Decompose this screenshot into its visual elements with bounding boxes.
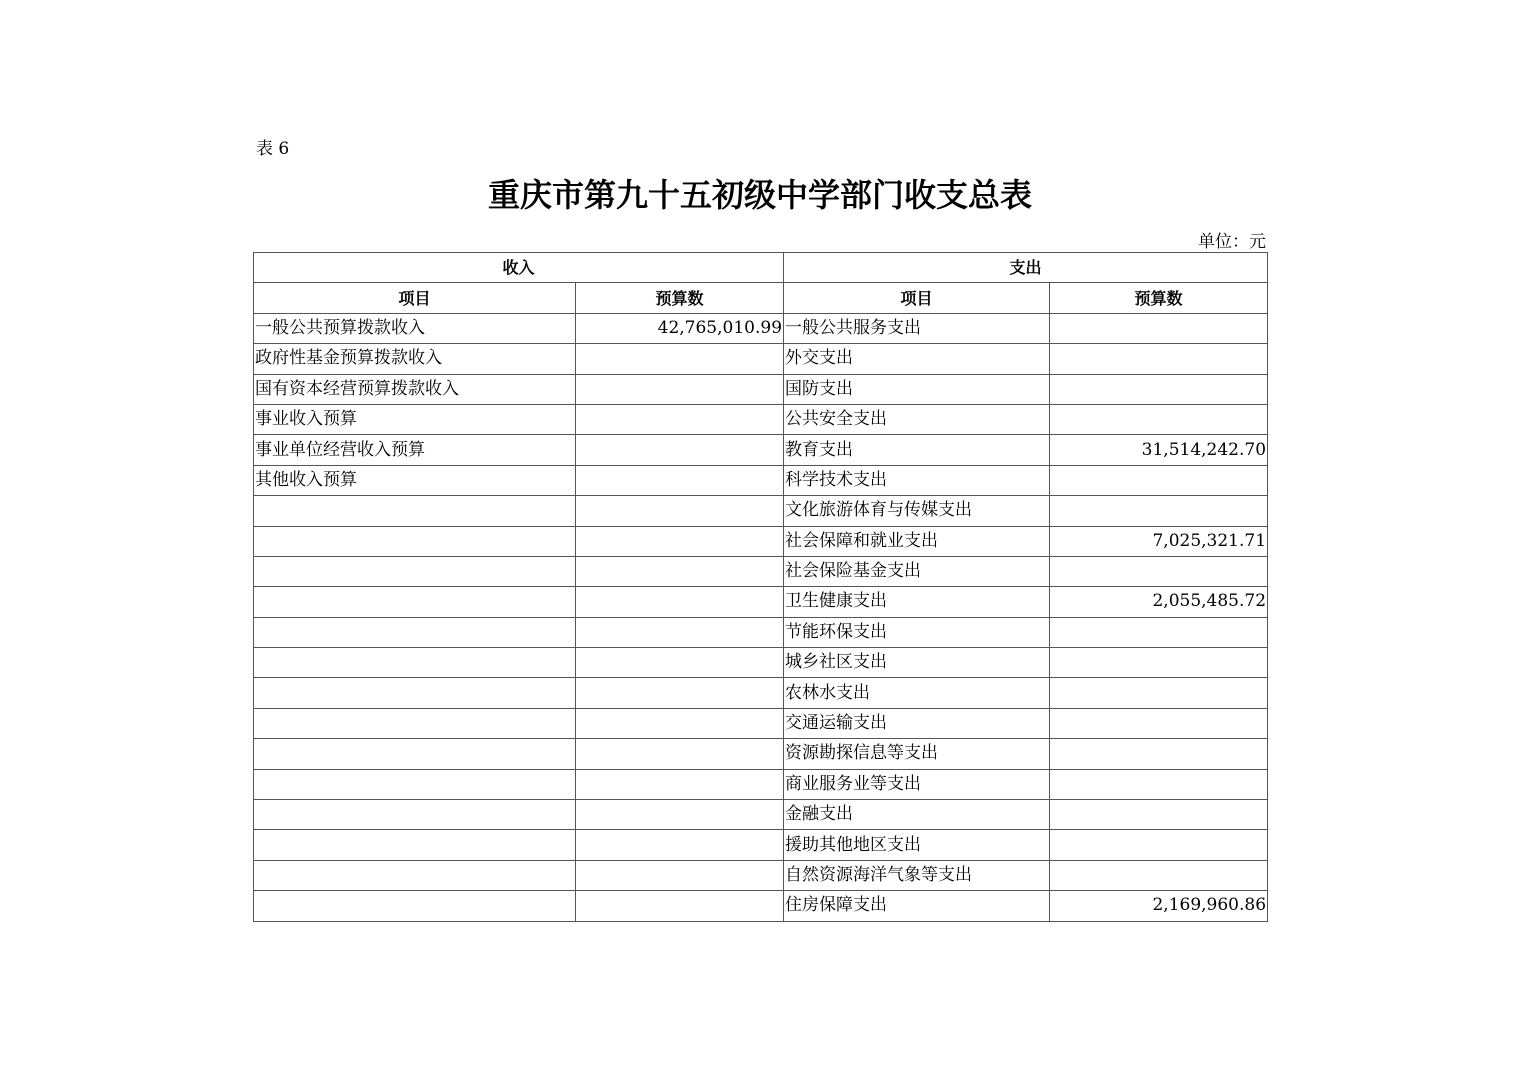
expense-item-cell: 公共安全支出	[784, 404, 1050, 434]
expense-item-cell: 社会保险基金支出	[784, 556, 1050, 586]
income-item-cell	[254, 830, 576, 860]
income-item-cell	[254, 678, 576, 708]
table-row	[254, 617, 1268, 647]
expense-amount-cell	[1050, 648, 1268, 678]
expense-item-cell: 科学技术支出	[784, 465, 1050, 495]
expense-section-header: 支出	[784, 253, 1268, 283]
table-row	[254, 404, 1268, 434]
income-amount-cell	[576, 739, 784, 769]
income-item-cell	[254, 800, 576, 830]
expense-item-cell: 援助其他地区支出	[784, 830, 1050, 860]
expense-amount-cell	[1050, 313, 1268, 343]
income-amount-cell	[576, 404, 784, 434]
expense-item-cell: 农林水支出	[784, 678, 1050, 708]
expense-amount-cell	[1050, 374, 1268, 404]
expense-item-cell: 教育支出	[784, 435, 1050, 465]
income-item-cell	[254, 708, 576, 738]
expense-item-cell: 国防支出	[784, 374, 1050, 404]
table-row	[254, 860, 1268, 890]
income-amount-cell	[576, 860, 784, 890]
income-amount-column-header: 预算数	[576, 283, 784, 313]
column-header-row	[254, 283, 1268, 313]
income-item-cell: 国有资本经营预算拨款收入	[254, 374, 576, 404]
expense-amount-cell: 31,514,242.70	[1050, 435, 1268, 465]
income-item-cell: 其他收入预算	[254, 465, 576, 495]
income-item-cell	[254, 496, 576, 526]
table-row	[254, 678, 1268, 708]
income-amount-cell	[576, 374, 784, 404]
income-amount-cell	[576, 587, 784, 617]
income-amount-cell	[576, 617, 784, 647]
expense-amount-cell	[1050, 769, 1268, 799]
expense-item-cell: 一般公共服务支出	[784, 313, 1050, 343]
expense-item-cell: 文化旅游体育与传媒支出	[784, 496, 1050, 526]
income-amount-cell	[576, 344, 784, 374]
expense-item-cell: 住房保障支出	[784, 891, 1050, 921]
income-item-cell	[254, 769, 576, 799]
table-row	[254, 313, 1268, 343]
income-item-cell	[254, 891, 576, 921]
budget-summary-table	[253, 252, 1268, 922]
expense-amount-cell	[1050, 465, 1268, 495]
table-body	[254, 313, 1268, 921]
income-amount-cell	[576, 769, 784, 799]
section-header-row	[254, 253, 1268, 283]
income-item-cell	[254, 556, 576, 586]
expense-item-column-header: 项目	[784, 283, 1050, 313]
income-amount-cell	[576, 465, 784, 495]
expense-item-cell: 商业服务业等支出	[784, 769, 1050, 799]
expense-amount-cell: 2,055,485.72	[1050, 587, 1268, 617]
income-item-column-header: 项目	[254, 283, 576, 313]
expense-item-cell: 交通运输支出	[784, 708, 1050, 738]
income-item-cell	[254, 648, 576, 678]
table-row	[254, 465, 1268, 495]
income-amount-cell	[576, 800, 784, 830]
expense-amount-cell	[1050, 739, 1268, 769]
expense-amount-column-header: 预算数	[1050, 283, 1268, 313]
income-amount-cell	[576, 708, 784, 738]
expense-amount-cell	[1050, 860, 1268, 890]
income-item-cell	[254, 526, 576, 556]
income-amount-cell	[576, 496, 784, 526]
table-row	[254, 800, 1268, 830]
expense-amount-cell	[1050, 800, 1268, 830]
expense-amount-cell: 7,025,321.71	[1050, 526, 1268, 556]
table-row	[254, 648, 1268, 678]
expense-amount-cell	[1050, 556, 1268, 586]
table-row	[254, 587, 1268, 617]
income-item-cell: 事业单位经营收入预算	[254, 435, 576, 465]
expense-amount-cell	[1050, 830, 1268, 860]
table-row	[254, 769, 1268, 799]
income-item-cell	[254, 587, 576, 617]
income-section-header: 收入	[254, 253, 784, 283]
income-item-cell: 事业收入预算	[254, 404, 576, 434]
expense-amount-cell	[1050, 344, 1268, 374]
income-item-cell: 政府性基金预算拨款收入	[254, 344, 576, 374]
expense-amount-cell	[1050, 496, 1268, 526]
expense-item-cell: 外交支出	[784, 344, 1050, 374]
income-amount-cell	[576, 526, 784, 556]
expense-amount-cell: 2,169,960.86	[1050, 891, 1268, 921]
table-row	[254, 891, 1268, 921]
table-row	[254, 526, 1268, 556]
expense-amount-cell	[1050, 404, 1268, 434]
income-item-cell	[254, 860, 576, 890]
expense-item-cell: 资源勘探信息等支出	[784, 739, 1050, 769]
income-item-cell	[254, 617, 576, 647]
table-row	[254, 344, 1268, 374]
table-number-label: 表 6	[256, 139, 290, 159]
table-row	[254, 830, 1268, 860]
table-row	[254, 708, 1268, 738]
income-item-cell: 一般公共预算拨款收入	[254, 313, 576, 343]
expense-amount-cell	[1050, 708, 1268, 738]
table-row	[254, 739, 1268, 769]
expense-item-cell: 节能环保支出	[784, 617, 1050, 647]
expense-item-cell: 金融支出	[784, 800, 1050, 830]
income-amount-cell	[576, 556, 784, 586]
table-row	[254, 556, 1268, 586]
table-row	[254, 496, 1268, 526]
income-amount-cell	[576, 648, 784, 678]
expense-item-cell: 社会保障和就业支出	[784, 526, 1050, 556]
table-row	[254, 374, 1268, 404]
expense-amount-cell	[1050, 678, 1268, 708]
expense-amount-cell	[1050, 617, 1268, 647]
income-amount-cell: 42,765,010.99	[576, 313, 784, 343]
income-amount-cell	[576, 891, 784, 921]
expense-item-cell: 自然资源海洋气象等支出	[784, 860, 1050, 890]
income-amount-cell	[576, 435, 784, 465]
expense-item-cell: 卫生健康支出	[784, 587, 1050, 617]
table-row	[254, 435, 1268, 465]
page-title: 重庆市第九十五初级中学部门收支总表	[487, 176, 1032, 214]
income-amount-cell	[576, 830, 784, 860]
income-item-cell	[254, 739, 576, 769]
income-amount-cell	[576, 678, 784, 708]
unit-label: 单位：元	[1198, 232, 1266, 252]
expense-item-cell: 城乡社区支出	[784, 648, 1050, 678]
